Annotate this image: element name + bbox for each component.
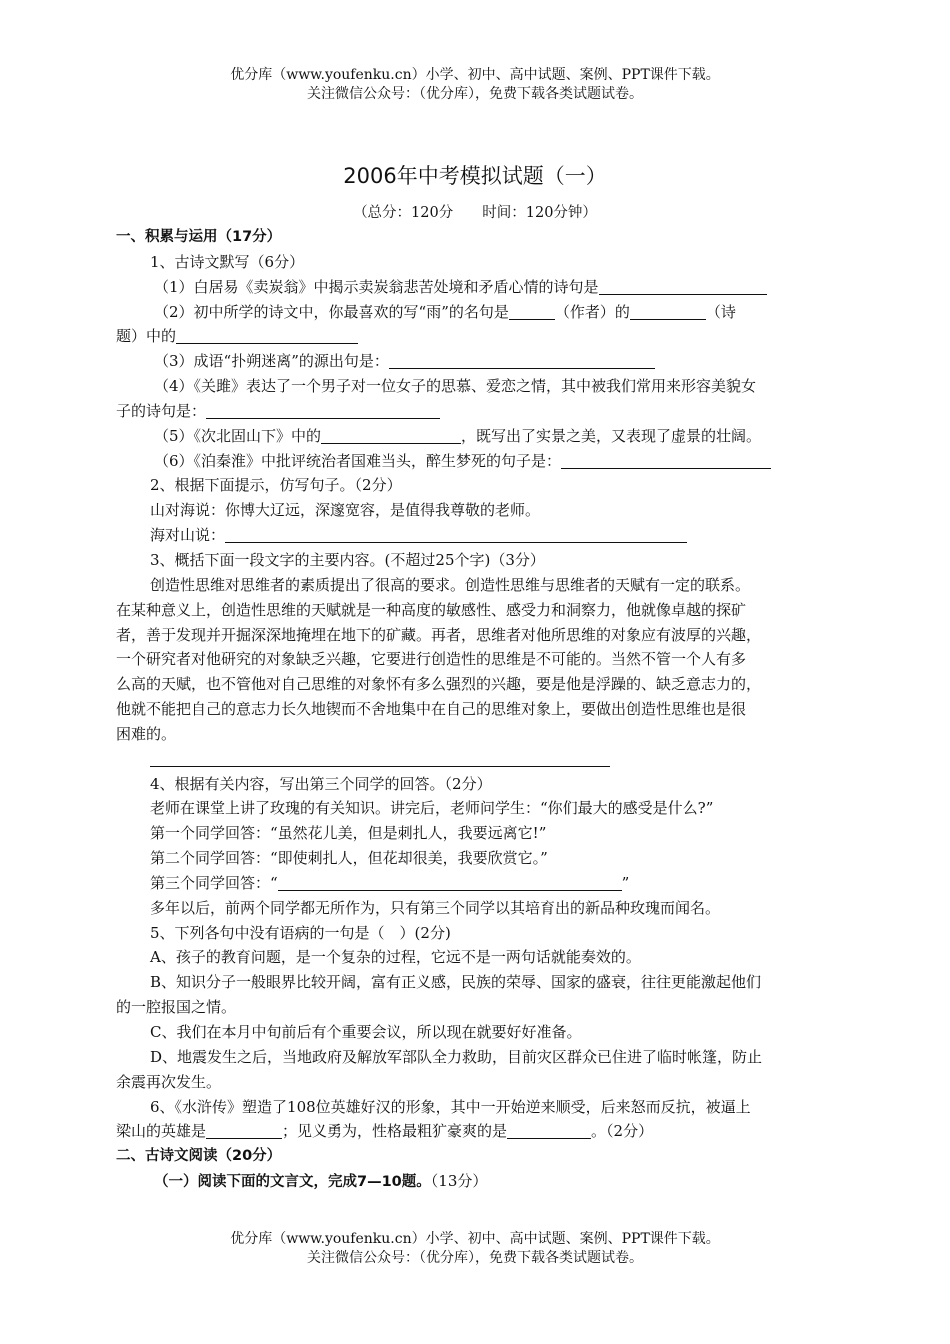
q4-line: 第三个同学回答：“ ”	[150, 873, 630, 892]
q1-item-4: （4）《关雎》表达了一个男子对一位女子的思慕、爱恋之情，其中被我们常用来形容美貌女	[154, 377, 757, 396]
q1-item-3: （3）成语“扑朔迷离”的源出句是：	[116, 349, 830, 374]
q5-label: 5、下列各句中没有语病的一句是（ ）(2分)	[150, 923, 451, 942]
q5-option-d-cont: 余震再次发生。	[116, 1072, 222, 1091]
q4-line: 第一个同学回答：“虽然花儿美，但是刺扎人，我要远离它!”	[150, 824, 547, 843]
q5-option-a: A、孩子的教育问题，是一个复杂的过程，它远不是一两句话就能奏效的。	[150, 948, 641, 967]
section-2-subheading: （一）阅读下面的文言文，完成7—10题。（13分）	[154, 1172, 488, 1191]
blank[interactable]	[206, 1122, 282, 1139]
q2-line-1: 山对海说：你博大辽远，深邃宽容，是值得我尊敬的老师。	[150, 501, 541, 520]
q1-item-1: （1）白居易《卖炭翁》中揭示卖炭翁悲苦处境和矛盾心情的诗句是	[116, 275, 830, 300]
header-line-1: 优分库（www.youfenku.cn）小学、初中、高中试题、案例、PPT课件下载。	[230, 67, 720, 83]
q3-paragraph-line: 么高的天赋，也不管他对自己思维的对象怀有多么强烈的兴趣，要是他是浮躁的、缺乏意志力的，	[116, 675, 762, 694]
q3-label: 3、概括下面一段文字的主要内容。(不超过25个字)（3分）	[150, 550, 545, 569]
q3-paragraph-line: 在某种意义上，创造性思维的天赋就是一种高度的敏感性、感受力和洞察力，他就像卓越的探矿	[116, 600, 747, 619]
q1-item-5: （5）《次北固山下》中的 ，既写出了实景之美，又表现了虚景的壮阔。	[154, 426, 762, 445]
q4-line: 老师在课堂上讲了玫瑰的有关知识。讲完后，老师问学生：“你们最大的感受是什么?”	[150, 799, 714, 818]
blank[interactable]	[561, 452, 771, 469]
q1-item-6: （6）《泊秦淮》中批评统治者国难当头，醉生梦死的句子是：	[116, 449, 830, 474]
blank[interactable]	[599, 278, 767, 295]
blank[interactable]	[278, 874, 622, 891]
q2-line-2: 海对山说：	[116, 523, 830, 548]
q3-paragraph-line: 困难的。	[116, 724, 177, 743]
footer-line-1: 优分库（www.youfenku.cn）小学、初中、高中试题、案例、PPT课件下载。	[230, 1231, 720, 1247]
q2-label: 2、根据下面提示，仿写句子。（2分）	[150, 476, 402, 495]
blank[interactable]	[150, 750, 610, 767]
q3-answer-line	[116, 747, 830, 772]
blank[interactable]	[176, 327, 358, 344]
exam-title: 2006年中考模拟试题（一）	[343, 164, 607, 188]
q1-item-2: （2）初中所学的诗文中，你最喜欢的写“雨”的名句是 （作者）的 （诗	[154, 302, 736, 321]
blank[interactable]	[630, 303, 706, 320]
q3-paragraph-line: 他就不能把自己的意志力长久地锲而不舍地集中在自己的思维对象上，要做出创造性思维也是很	[116, 700, 747, 719]
q6-line-2: 梁山的英雄是 ；见义勇为，性格最粗犷豪爽的是 。（2分）	[116, 1122, 654, 1141]
header-line-2: 关注微信公众号：（优分库），免费下载各类试题试卷。	[307, 86, 643, 102]
q5-option-b: B、知识分子一般眼界比较开阔，富有正义感，民族的荣辱、国家的盛衰，往往更能激起他们	[150, 973, 762, 992]
q3-paragraph-line: 者，善于发现并开掘深深地掩埋在地下的矿藏。再者，思维者对他所思维的对象应有波厚的兴趣，	[116, 625, 762, 644]
page-footer	[0, 1230, 950, 1268]
q3-paragraph-line: 创造性思维对思维者的素质提出了很高的要求。创造性思维与思维者的天赋有一定的联系。	[150, 575, 751, 594]
section-1-heading: 一、积累与运用（17分）	[116, 229, 282, 245]
blank[interactable]	[321, 427, 461, 444]
blank[interactable]	[206, 402, 440, 419]
q5-option-d: D、地震发生之后，当地政府及解放军部队全力救助，目前灾区群众已住进了临时帐篷，防止	[150, 1047, 763, 1066]
q4-label: 4、根据有关内容，写出第三个同学的回答。（2分）	[150, 774, 492, 793]
q5-option-b-cont: 的一腔报国之情。	[116, 998, 237, 1017]
blank[interactable]	[509, 303, 555, 320]
blank[interactable]	[507, 1122, 591, 1139]
q1-label: 1、古诗文默写（6分）	[150, 252, 305, 271]
q5-option-c: C、我们在本月中旬前后有个重要会议，所以现在就要好好准备。	[150, 1023, 582, 1041]
q1-item-4-cont: 子的诗句是：	[116, 399, 830, 424]
q6-line-1: 6、《水浒传》塑造了108位英雄好汉的形象，其中一开始逆来顺受，后来怒而反抗，被逼上	[150, 1097, 751, 1116]
q4-line: 第二个同学回答：“即使刺扎人，但花却很美，我要欣赏它。”	[150, 849, 548, 868]
section-2-heading: 二、古诗文阅读（20分）	[116, 1148, 282, 1165]
q4-line: 多年以后，前两个同学都无所作为，只有第三个同学以其培育出的新品种玫瑰而闻名。	[150, 898, 721, 917]
exam-body	[116, 225, 830, 1194]
exam-subtitle: （总分：120分 时间：120分钟）	[353, 205, 597, 221]
blank[interactable]	[225, 526, 687, 543]
blank[interactable]	[389, 352, 655, 369]
q1-item-2-cont: 题）中的	[116, 324, 830, 349]
page-header	[0, 66, 950, 104]
footer-line-2: 关注微信公众号：（优分库），免费下载各类试题试卷。	[307, 1250, 643, 1266]
q3-paragraph-line: 一个研究者对他研究的对象缺乏兴趣，它要进行创造性的思维是不可能的。当然不管一个人有多	[116, 650, 747, 669]
